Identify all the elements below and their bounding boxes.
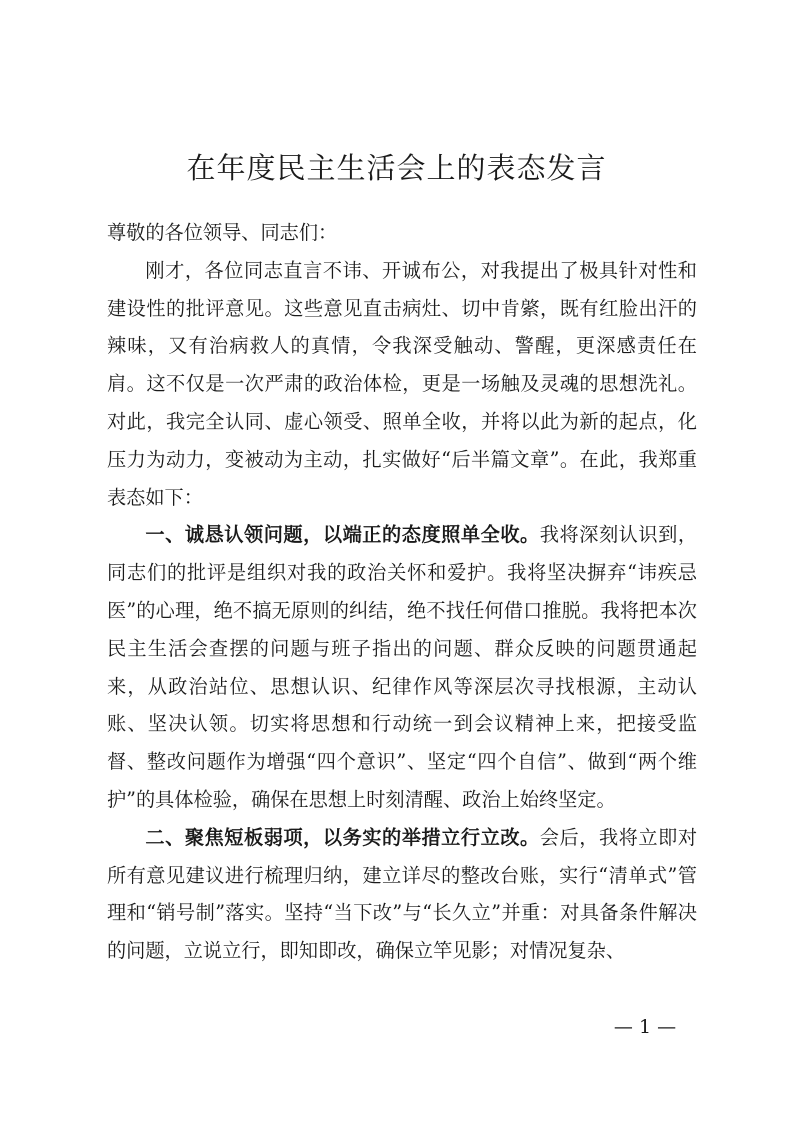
section-heading-2: 二、聚焦短板弱项，以务实的举措立行立改。	[145, 825, 540, 849]
document-body	[107, 214, 697, 970]
section-text-1: 我将深刻认识到，同志们的批评是组织对我的政治关怀和爱护。我将坚决摒弃“讳疾忌医”的心理，绝不搞无原则的纠结，绝不找任何借口推脱。我将把本次民主生活会查摆的问题与班子指出的问题、群众反映的问题贯通起来，从政治站位、思想认识、纪律作风等深层次寻找根源，主动认账、坚决认领。切实将思想和行动统一到会议精神上来，把接受监督、整改问题作为增强“四个意识”、坚定“四个自信”、做到“两个维护”的具体检验，确保在思想上时刻清醒、政治上始终坚定。	[107, 523, 698, 811]
section-paragraph-2	[107, 819, 697, 970]
salutation: 尊敬的各位领导、同志们：	[107, 221, 338, 244]
section-text-2: 会后，我将立即对所有意见建议进行梳理归纳，建立详尽的整改台账，实行“清单式”管理和“销号制”落实。坚持“当下改”与“长久立”并重：对具备条件解决的问题，立说立行，即知即改，确保立竿见影；对情况复杂、	[107, 825, 698, 963]
section-heading-1: 一、诚恳认领问题，以端正的态度照单全收。	[145, 523, 540, 547]
section-paragraph-1	[107, 516, 697, 818]
intro-paragraph: 刚才，各位同志直言不讳、开诚布公，对我提出了极具针对性和建设性的批评意见。这些意见直击病灶、切中肯綮，既有红脸出汗的辣味，又有治病救人的真情，令我深受触动、警醒，更深感责任在肩。这不仅是一次严肃的政治体检，更是一场触及灵魂的思想洗礼。对此，我完全认同、虚心领受、照单全收，并将以此为新的起点，化压力为动力，变被动为主动，扎实做好“后半篇文章”。在此，我郑重表态如下：	[107, 258, 697, 509]
document-title: 在年度民主生活会上的表态发言	[186, 151, 607, 185]
page-number: — 1 —	[613, 1016, 677, 1038]
